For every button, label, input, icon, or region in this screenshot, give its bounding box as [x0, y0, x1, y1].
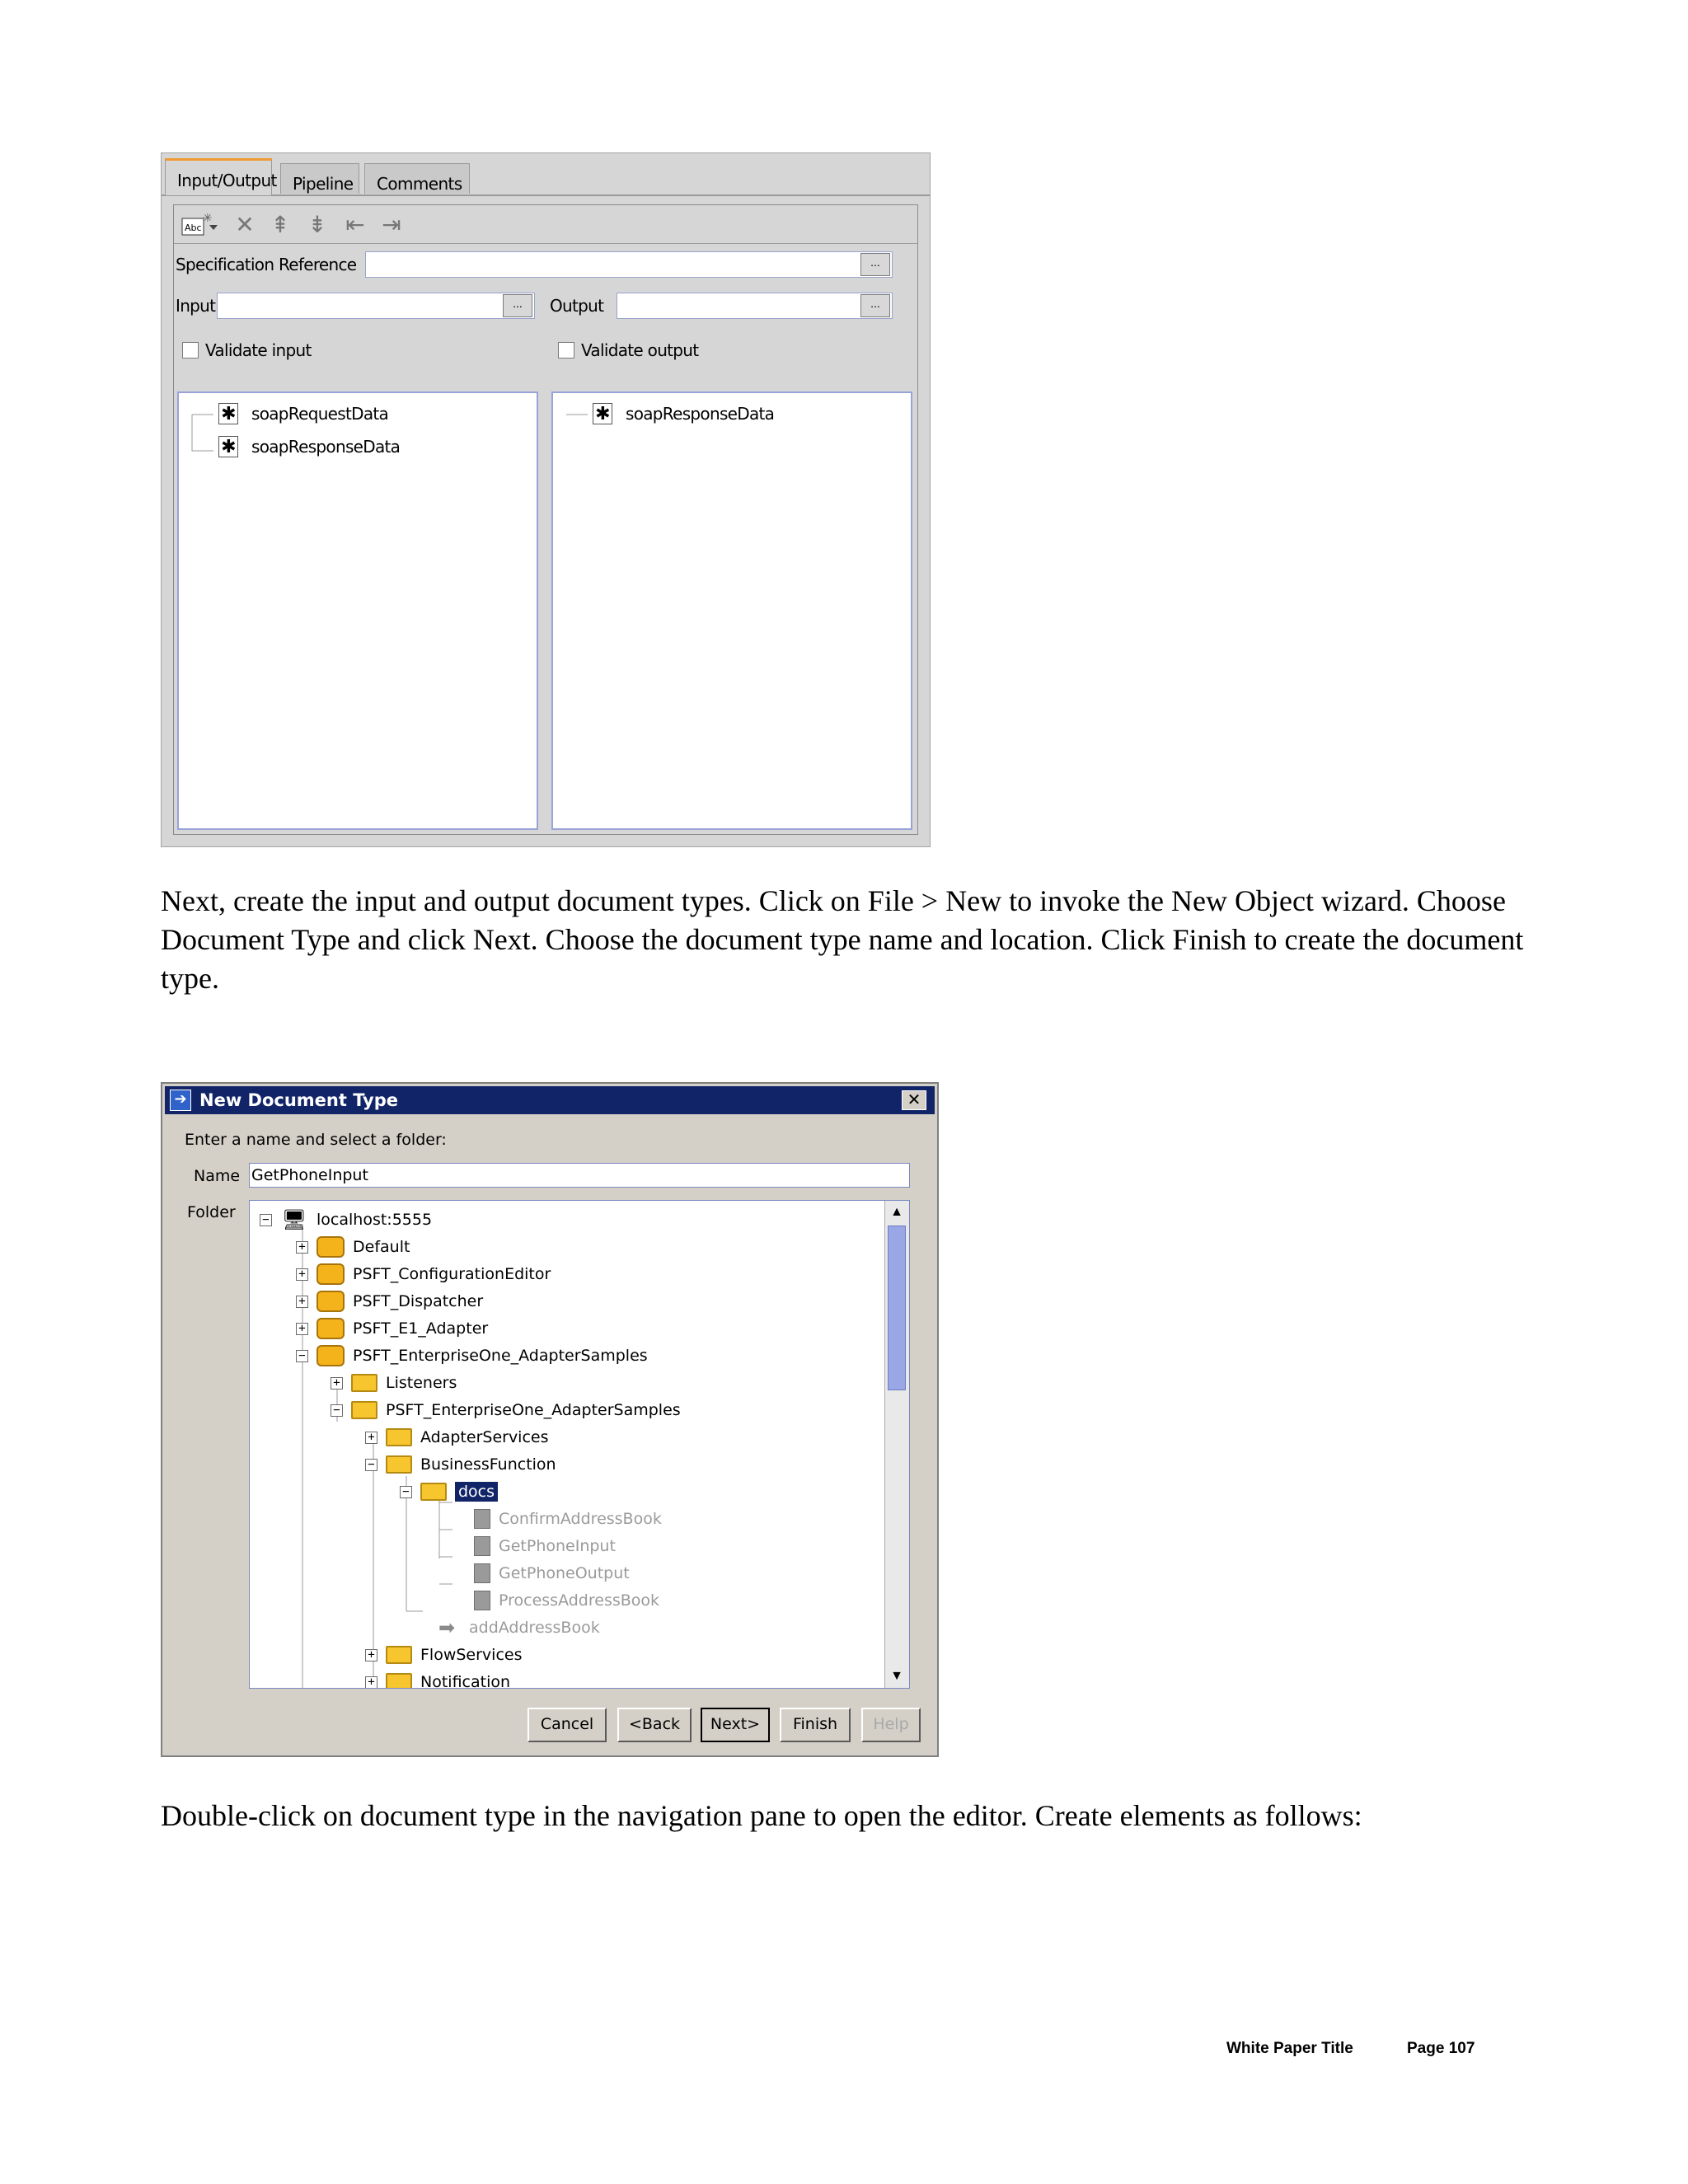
tree-node-root[interactable]: − 🖥 localhost:5555: [260, 1207, 432, 1232]
open-folder-icon: [386, 1455, 412, 1474]
list-item[interactable]: [593, 403, 774, 424]
folder-icon: [351, 1374, 377, 1392]
package-icon: [316, 1345, 345, 1366]
tree-node-label: PSFT_EnterpriseOne_AdapterSamples: [386, 1401, 681, 1419]
document-icon: [474, 1536, 490, 1556]
input-output-panel: [161, 152, 931, 847]
tree-node-service[interactable]: [433, 1615, 600, 1640]
tab-bar: [162, 153, 930, 196]
server-icon: 🖥: [281, 1208, 307, 1231]
tree-node-label: PSFT_ConfigurationEditor: [353, 1265, 551, 1283]
move-down-icon[interactable]: ⇟: [307, 210, 327, 238]
arrow-right-icon: ➡: [438, 1616, 456, 1639]
package-icon: [316, 1291, 345, 1312]
validate-output-label: Validate output: [581, 340, 699, 360]
close-button[interactable]: ✕: [902, 1090, 926, 1110]
dialog-app-icon: ➔: [170, 1090, 191, 1111]
item-label: soapRequestData: [251, 404, 389, 424]
tree-node-package[interactable]: − PSFT_EnterpriseOne_AdapterSamples: [296, 1343, 648, 1368]
tree-node-label: ProcessAddressBook: [499, 1591, 660, 1610]
validate-input-label: Validate input: [205, 340, 312, 360]
scroll-up-icon[interactable]: ▲: [890, 1205, 903, 1219]
tree-node-folder[interactable]: + AdapterServices: [365, 1425, 549, 1450]
tab-input-output[interactable]: Input/Output: [165, 158, 272, 195]
instruction-paragraph-2: Double-click on document type in the navigation pane to open the editor. Create elements as follows:: [161, 1799, 1362, 1832]
new-field-icon[interactable]: [181, 212, 220, 237]
tree-node-package[interactable]: + PSFT_E1_Adapter: [296, 1316, 488, 1341]
spec-browse-button[interactable]: ...: [860, 253, 890, 276]
finish-button[interactable]: Finish: [780, 1708, 851, 1742]
package-icon: [316, 1318, 345, 1339]
output-field[interactable]: [617, 293, 893, 319]
folder-tree[interactable]: [249, 1200, 910, 1689]
tree-node-label: GetPhoneOutput: [499, 1564, 630, 1582]
tree-node-label: Notification: [420, 1673, 511, 1689]
spec-reference-label: Specification Reference: [176, 255, 357, 274]
folder-icon: [386, 1673, 412, 1689]
tree-node-folder[interactable]: + Notification: [365, 1670, 510, 1689]
validate-input-checkbox[interactable]: [182, 342, 199, 359]
back-button[interactable]: <Back: [617, 1708, 692, 1742]
svg-text:Abc: Abc: [185, 223, 202, 233]
document-field-icon: ✱: [593, 403, 612, 424]
tree-node-document[interactable]: [474, 1561, 630, 1586]
help-button[interactable]: Help: [861, 1708, 921, 1742]
delete-icon[interactable]: ✕: [235, 210, 255, 238]
toolbar: [174, 205, 917, 244]
package-icon: [316, 1263, 345, 1285]
shift-right-icon[interactable]: ⇥: [382, 210, 401, 238]
footer-title: White Paper Title: [1226, 2040, 1353, 2057]
scroll-thumb[interactable]: [888, 1226, 906, 1390]
tree-node-label: PSFT_EnterpriseOne_AdapterSamples: [353, 1347, 648, 1365]
folder-icon: [386, 1646, 412, 1664]
vertical-scrollbar[interactable]: [884, 1201, 909, 1688]
name-label: Name: [194, 1167, 241, 1185]
folder-icon: [386, 1428, 412, 1446]
output-signature-tree[interactable]: [551, 391, 912, 830]
tree-node-package[interactable]: + PSFT_Dispatcher: [296, 1289, 483, 1314]
validate-output-checkbox[interactable]: [558, 342, 574, 359]
tree-node-label: docs: [455, 1482, 498, 1502]
svg-text:✳: ✳: [203, 212, 213, 225]
tree-node-folder[interactable]: − PSFT_EnterpriseOne_AdapterSamples: [331, 1398, 681, 1422]
dialog-instruction: Enter a name and select a folder:: [185, 1131, 447, 1149]
tree-node-label: addAddressBook: [469, 1619, 600, 1637]
tree-node-folder[interactable]: − BusinessFunction: [365, 1452, 556, 1477]
tree-node-folder-selected[interactable]: − docs: [400, 1479, 498, 1504]
input-browse-button[interactable]: ...: [503, 294, 532, 317]
tab-comments[interactable]: Comments: [364, 163, 470, 194]
list-item[interactable]: [218, 403, 388, 424]
tree-node-label: GetPhoneInput: [499, 1537, 616, 1555]
list-item[interactable]: [218, 436, 400, 457]
tab-pipeline[interactable]: Pipeline: [280, 163, 359, 194]
spec-reference-field[interactable]: [365, 251, 893, 278]
name-input[interactable]: [249, 1163, 910, 1188]
tree-node-folder[interactable]: + FlowServices: [365, 1643, 523, 1667]
tree-node-document[interactable]: [474, 1588, 659, 1613]
input-label: Input: [176, 296, 216, 316]
document-field-icon: ✱: [218, 436, 238, 457]
next-button[interactable]: Next>: [701, 1708, 770, 1742]
tree-node-label: Default: [353, 1238, 410, 1256]
item-label: soapResponseData: [626, 404, 775, 424]
document-field-icon: ✱: [218, 403, 238, 424]
move-up-icon[interactable]: ⇞: [270, 210, 290, 238]
folder-label: Folder: [187, 1203, 236, 1221]
dialog-title: New Document Type: [199, 1090, 399, 1110]
tree-node-label: Listeners: [386, 1374, 457, 1392]
dialog-titlebar: [165, 1086, 935, 1114]
open-folder-icon: [420, 1483, 447, 1501]
output-browse-button[interactable]: ...: [860, 294, 890, 317]
tree-node-document[interactable]: [474, 1534, 616, 1558]
cancel-button[interactable]: Cancel: [528, 1708, 607, 1742]
document-icon: [474, 1563, 490, 1583]
io-editor: [173, 204, 918, 835]
tree-node-label: FlowServices: [420, 1646, 523, 1664]
tree-node-label: PSFT_E1_Adapter: [353, 1319, 489, 1338]
output-label: Output: [550, 296, 604, 316]
tree-node-label: ConfirmAddressBook: [499, 1510, 662, 1528]
document-icon: [474, 1509, 490, 1529]
tree-node-label: PSFT_Dispatcher: [353, 1292, 484, 1310]
document-icon: [474, 1591, 490, 1610]
package-icon: [316, 1236, 345, 1258]
tree-node-label: localhost:5555: [316, 1211, 433, 1229]
tree-node-package[interactable]: + Default: [296, 1235, 410, 1259]
footer-page-number: Page 107: [1407, 2040, 1475, 2057]
tree-node-label: AdapterServices: [420, 1428, 549, 1446]
tree-node-package[interactable]: + PSFT_ConfigurationEditor: [296, 1262, 551, 1286]
instruction-paragraph-1: Next, create the input and output document types. Click on File > New to invoke the New Object wizard. Choose Document Type and click Next. Choose the document type name and location. Click Finish to create the document type.: [161, 884, 1524, 995]
tree-node-document[interactable]: [474, 1507, 662, 1531]
name-input-value: GetPhoneInput: [251, 1166, 368, 1184]
shift-left-icon[interactable]: ⇤: [345, 210, 365, 238]
input-signature-tree[interactable]: [177, 391, 538, 830]
item-label: soapResponseData: [251, 437, 401, 457]
tree-node-label: BusinessFunction: [420, 1455, 556, 1474]
open-folder-icon: [351, 1401, 377, 1419]
new-document-type-dialog: [161, 1082, 939, 1757]
input-field[interactable]: [217, 293, 535, 319]
scroll-down-icon[interactable]: ▼: [890, 1669, 903, 1683]
tree-node-folder[interactable]: + Listeners: [331, 1371, 457, 1395]
